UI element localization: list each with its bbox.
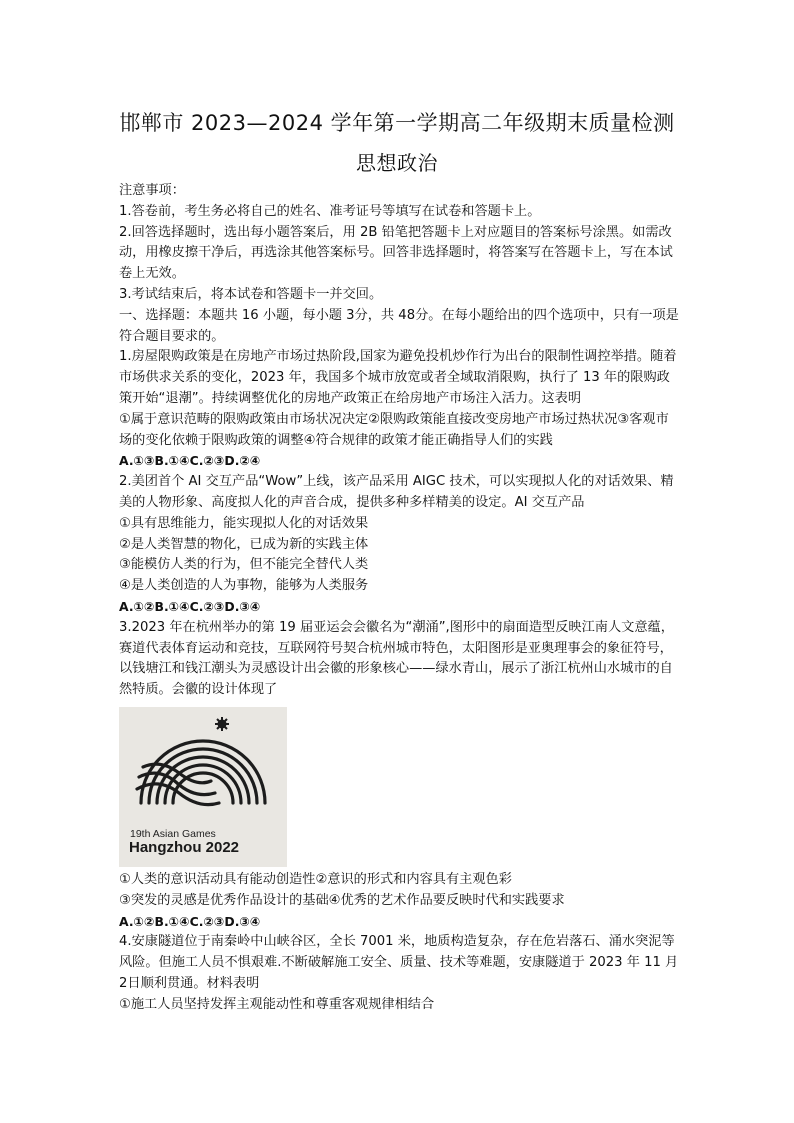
q2-stem: 2.美团首个 AI 交互产品“Wow”上线，该产品采用 AIGC 技术，可以实现拟人化的对话效果、精美的人物形象、高度拟人化的声音合成，提供多种多样精美的设定。AI 交互产品 (119, 474, 674, 510)
q2-statement-3: ③能模仿人类的行为，但不能完全替代人类 (119, 557, 369, 573)
exam-body (119, 181, 679, 1016)
q1-options: A.①③B.①④C.②③D.②④ (119, 453, 261, 469)
section-intro: 一、选择题：本题共 16 小题，每小题 3分，共 48分。在每小题给出的四个选项中，只有一项是符合题目要求的。 (119, 307, 679, 344)
notice-item-1: 1.答卷前，考生务必将自己的姓名、准考证号等填写在试卷和答题卡上。 (119, 203, 541, 219)
q2-options: A.①②B.①④C.②③D.③④ (119, 598, 261, 614)
q4-stem: 4.安康隧道位于南秦岭中山峡谷区，全长 7001 米，地质构造复杂，存在危岩落石、涌水突泥等风险。但施工人员不惧艰难.不断破解施工安全、质量、技术等难题，安康隧道于 2023 年 11 月 2日顺利贯通。材料表明 (119, 934, 679, 991)
asian-games-logo-image (119, 707, 287, 867)
q2-statement-4: ④是人类创造的人为事物，能够为人类服务 (119, 578, 369, 594)
q3-options: A.①②B.①④C.②③D.③④ (119, 913, 261, 929)
q4-statement-1: ①施工人员坚持发挥主观能动性和尊重客观规律相结合 (119, 996, 435, 1012)
logo-caption-line2: Hangzhou 2022 (129, 838, 240, 856)
q2-statement-2: ②是人类智慧的物化，已成为新的实践主体 (119, 536, 369, 552)
q3-statement-2: ③突发的灵感是优秀作品设计的基础④优秀的艺术作品要反映时代和实践要求 (119, 892, 565, 908)
notice-heading: 注意事项： (119, 183, 185, 198)
logo-caption-line1: 19th Asian Games (130, 827, 216, 840)
q3-statement-1: ①人类的意识活动具有能动创造性②意识的形式和内容具有主观色彩 (119, 871, 512, 887)
q2-statement-1: ①具有思维能力，能实现拟人化的对话效果 (119, 515, 369, 531)
notice-item-3: 3.考试结束后，将本试卷和答题卡一并交回。 (119, 286, 383, 302)
exam-subject: 思想政治 (356, 151, 438, 175)
exam-title: 邯郸市 2023—2024 学年第一学期高二年级期末质量检测 (119, 111, 675, 135)
notice-item-2: 2.回答选择题时，选出每小题答案后，用 2B 铅笔把答题卡上对应题目的答案标号涂黑。如需改动，用橡皮擦干净后，再选涂其他答案标号。回答非选择题时，将答案写在答题卡上，写在本试卷上无效。 (119, 224, 673, 282)
q1-stem: 1.房屋限购政策是在房地产市场过热阶段,国家为避免投机炒作行为出台的限制性调控举措。随着市场供求关系的变化，2023 年，我国多个城市放宽或者全域取消限购，执行了 13 年的限购政策开始“退潮”。持续调整优化的房地产政策正在给房地产市场注入活力。这表明 (119, 349, 677, 406)
q1-statements: ①属于意识范畴的限购政策由市场状况决定②限购政策能直接改变房地产市场过热状况③客观市场的变化依赖于限购政策的调整④符合规律的政策才能正确指导人们的实践 (119, 411, 669, 448)
q3-stem: 3.2023 年在杭州举办的第 19 届亚运会会徽名为“潮涌”,图形中的扇面造型反映江南人文意蕴，赛道代表体育运动和竞技，互联网符号契合杭州城市特色，太阳图形是亚奥理事会的象征符号，以钱塘江和钱江潮头为灵感设计出会徽的形象核心——绿水青山，展示了浙江杭州山水城市的自然特质。会徽的设计体现了 (119, 619, 674, 698)
